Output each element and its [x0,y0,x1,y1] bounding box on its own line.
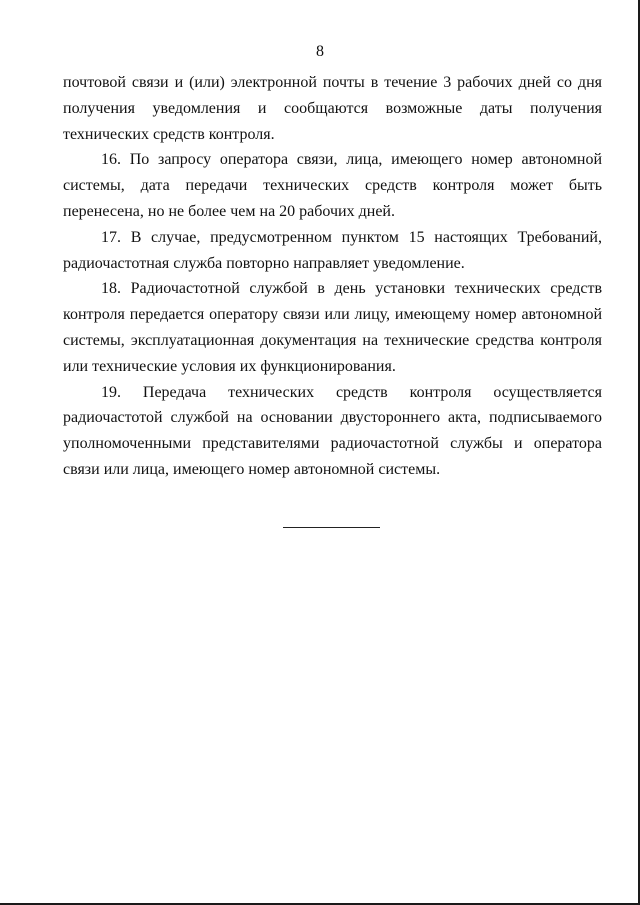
document-body [63,70,602,483]
paragraph-17: 17. В случае, предусмотренном пунктом 15 настоящих Требований, радиочастотная служба повторно направляет уведомление. [63,228,602,272]
paragraph-16: 16. По запросу оператора связи, лица, имеющего номер автономной системы, дата передачи технических средств контроля может быть перенесена, но не более чем на 20 рабочих дней. [63,151,602,220]
paragraph-19: 19. Передача технических средств контроля осуществляется радиочастотой службой на основании двустороннего акта, подписываемого уполномоченными представителями радиочастотной службы и оператора связи или лица, имеющего номер автономной системы. [63,383,602,478]
end-of-document-rule [283,527,380,528]
paragraph-18: 18. Радиочастотной службой в день установки технических средств контроля передается оператору связи или лицу, имеющему номер автономной системы, эксплуатационная документация на технические средства контроля или технические условия их функционирования. [63,280,602,375]
paragraph-continuation: почтовой связи и (или) электронной почты в течение 3 рабочих дней со дня получения уведомления и сообщаются возможные даты получения технических средств контроля. [63,74,602,143]
page-number: 8 [316,43,324,60]
